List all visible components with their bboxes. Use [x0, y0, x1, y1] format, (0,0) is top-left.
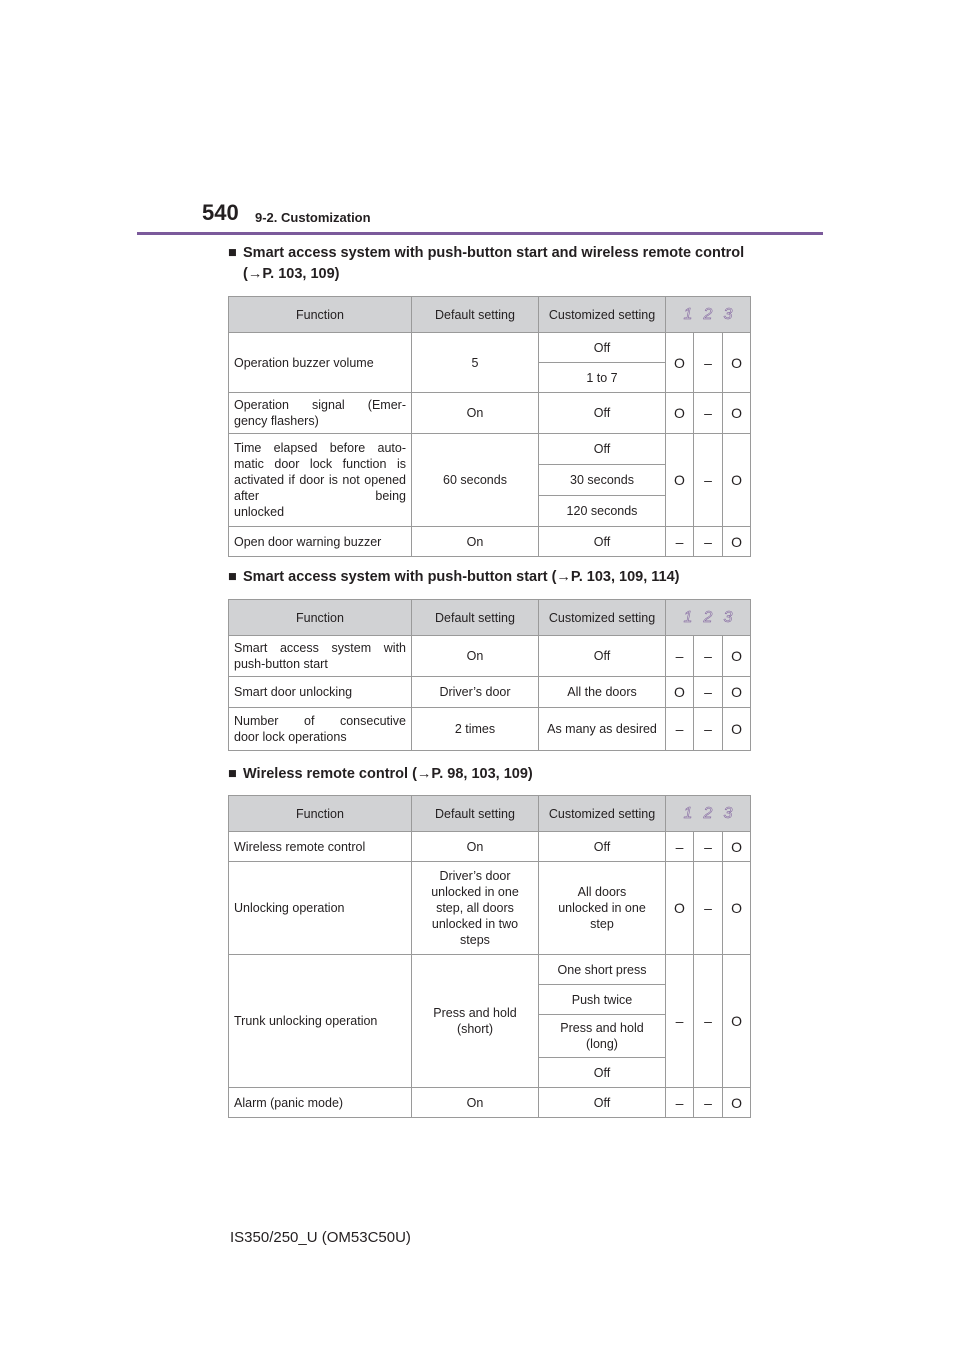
column-header-numbers	[666, 600, 751, 636]
function-cell: Number of consecutive door lock operations	[229, 708, 412, 751]
function-cell: Smart access system with push-button start	[229, 636, 412, 677]
table-row	[229, 527, 751, 557]
mark-cell: O	[723, 832, 751, 862]
column-header-default: Default setting	[412, 297, 539, 333]
mark-cell: –	[666, 1088, 694, 1118]
mark-cell: O	[723, 677, 751, 708]
column-header-function: Function	[229, 297, 412, 333]
section-heading-text: Smart access system with push-button start (→P. 103, 109, 114)	[243, 569, 680, 585]
table-header-row	[229, 600, 751, 636]
mark-cell: O	[666, 333, 694, 393]
table-row	[229, 636, 751, 677]
mark-cell: O	[723, 955, 751, 1088]
function-cell: Wireless remote control	[229, 832, 412, 862]
mark-cell: O	[666, 434, 694, 527]
section-heading-1	[228, 243, 753, 285]
section-heading-text: Wireless remote control (→P. 98, 103, 109)	[243, 766, 533, 782]
section-heading-2	[228, 567, 753, 588]
number-1-icon: 1	[683, 608, 693, 626]
mark-cell: –	[694, 1088, 723, 1118]
bullet-square-icon: ■	[228, 245, 237, 261]
table-row	[229, 393, 751, 434]
mark-cell: O	[723, 393, 751, 434]
mark-cell: O	[666, 677, 694, 708]
column-header-default: Default setting	[412, 600, 539, 636]
settings-table-2	[228, 599, 751, 751]
function-cell: Trunk unlocking operation	[229, 955, 412, 1088]
table-row	[229, 862, 751, 955]
mark-cell: O	[723, 636, 751, 677]
custom-cell: Off	[539, 636, 666, 677]
custom-cell: Off	[539, 1058, 666, 1088]
table-row	[229, 1088, 751, 1118]
header-divider	[137, 232, 823, 235]
mark-cell: –	[694, 832, 723, 862]
table-header-row	[229, 297, 751, 333]
default-cell: On	[412, 393, 539, 434]
number-3-icon: 3	[723, 305, 733, 323]
mark-cell: O	[666, 393, 694, 434]
custom-cell: 30 seconds	[539, 465, 666, 496]
table-row	[229, 333, 751, 363]
number-3-icon: 3	[723, 804, 733, 822]
custom-cell: Off	[539, 527, 666, 557]
custom-cell: Off	[539, 434, 666, 465]
table-row	[229, 955, 751, 985]
mark-cell: –	[694, 677, 723, 708]
function-cell: Alarm (panic mode)	[229, 1088, 412, 1118]
table-row	[229, 708, 751, 751]
bullet-square-icon: ■	[228, 766, 237, 782]
table-row	[229, 434, 751, 465]
mark-cell: –	[666, 708, 694, 751]
custom-cell: Off	[539, 1088, 666, 1118]
column-header-numbers	[666, 796, 751, 832]
mark-cell: –	[666, 527, 694, 557]
number-2-icon: 2	[703, 608, 713, 626]
settings-table-1	[228, 296, 751, 557]
custom-cell: Press and hold (long)	[539, 1015, 666, 1058]
function-cell: Operation signal (Emer- gency flashers)	[229, 393, 412, 434]
column-header-function: Function	[229, 796, 412, 832]
mark-cell: O	[723, 333, 751, 393]
mark-cell: O	[666, 862, 694, 955]
mark-cell: –	[694, 333, 723, 393]
function-cell: Time elapsed before auto- matic door lock function is activated if door is not opened after being unlocked	[229, 434, 412, 527]
custom-cell: One short press	[539, 955, 666, 985]
default-cell: 60 seconds	[412, 434, 539, 527]
mark-cell: O	[723, 708, 751, 751]
default-cell: 5	[412, 333, 539, 393]
custom-cell: As many as desired	[539, 708, 666, 751]
mark-cell: –	[666, 955, 694, 1088]
mark-cell: –	[694, 955, 723, 1088]
default-cell: Press and hold (short)	[412, 955, 539, 1088]
column-header-custom: Customized setting	[539, 297, 666, 333]
table-row	[229, 832, 751, 862]
custom-cell: Off	[539, 393, 666, 434]
settings-table-3	[228, 795, 751, 1118]
custom-cell: Push twice	[539, 985, 666, 1015]
default-cell: On	[412, 832, 539, 862]
mark-cell: –	[694, 393, 723, 434]
page-number: 540	[202, 200, 239, 225]
number-1-icon: 1	[683, 305, 693, 323]
column-header-custom: Customized setting	[539, 600, 666, 636]
custom-cell: All the doors	[539, 677, 666, 708]
number-2-icon: 2	[703, 804, 713, 822]
custom-cell: 1 to 7	[539, 363, 666, 393]
custom-cell: All doors unlocked in one step	[539, 862, 666, 955]
custom-cell: Off	[539, 832, 666, 862]
mark-cell: –	[694, 527, 723, 557]
default-cell: Driver’s door unlocked in one step, all doors unlocked in two steps	[412, 862, 539, 955]
bullet-square-icon: ■	[228, 569, 237, 585]
column-header-custom: Customized setting	[539, 796, 666, 832]
mark-cell: –	[666, 636, 694, 677]
column-header-function: Function	[229, 600, 412, 636]
default-cell: 2 times	[412, 708, 539, 751]
section-heading-text: Smart access system with push-button start and wireless remote control (→P. 103, 109)	[243, 245, 745, 282]
mark-cell: –	[694, 434, 723, 527]
mark-cell: O	[723, 862, 751, 955]
custom-cell: 120 seconds	[539, 496, 666, 527]
table-header-row	[229, 796, 751, 832]
mark-cell: –	[694, 708, 723, 751]
mark-cell: –	[666, 832, 694, 862]
function-cell: Smart door unlocking	[229, 677, 412, 708]
number-3-icon: 3	[723, 608, 733, 626]
default-cell: On	[412, 1088, 539, 1118]
custom-cell: Off	[539, 333, 666, 363]
document-footer: IS350/250_U (OM53C50U)	[230, 1229, 411, 1246]
function-cell: Operation buzzer volume	[229, 333, 412, 393]
default-cell: Driver’s door	[412, 677, 539, 708]
number-2-icon: 2	[703, 305, 713, 323]
function-cell: Unlocking operation	[229, 862, 412, 955]
column-header-numbers	[666, 297, 751, 333]
section-heading-3	[228, 764, 753, 785]
column-header-default: Default setting	[412, 796, 539, 832]
mark-cell: –	[694, 862, 723, 955]
mark-cell: O	[723, 1088, 751, 1118]
section-title: 9-2. Customization	[255, 210, 371, 225]
mark-cell: O	[723, 527, 751, 557]
table-row	[229, 677, 751, 708]
mark-cell: O	[723, 434, 751, 527]
function-cell: Open door warning buzzer	[229, 527, 412, 557]
default-cell: On	[412, 636, 539, 677]
number-1-icon: 1	[683, 804, 693, 822]
default-cell: On	[412, 527, 539, 557]
mark-cell: –	[694, 636, 723, 677]
